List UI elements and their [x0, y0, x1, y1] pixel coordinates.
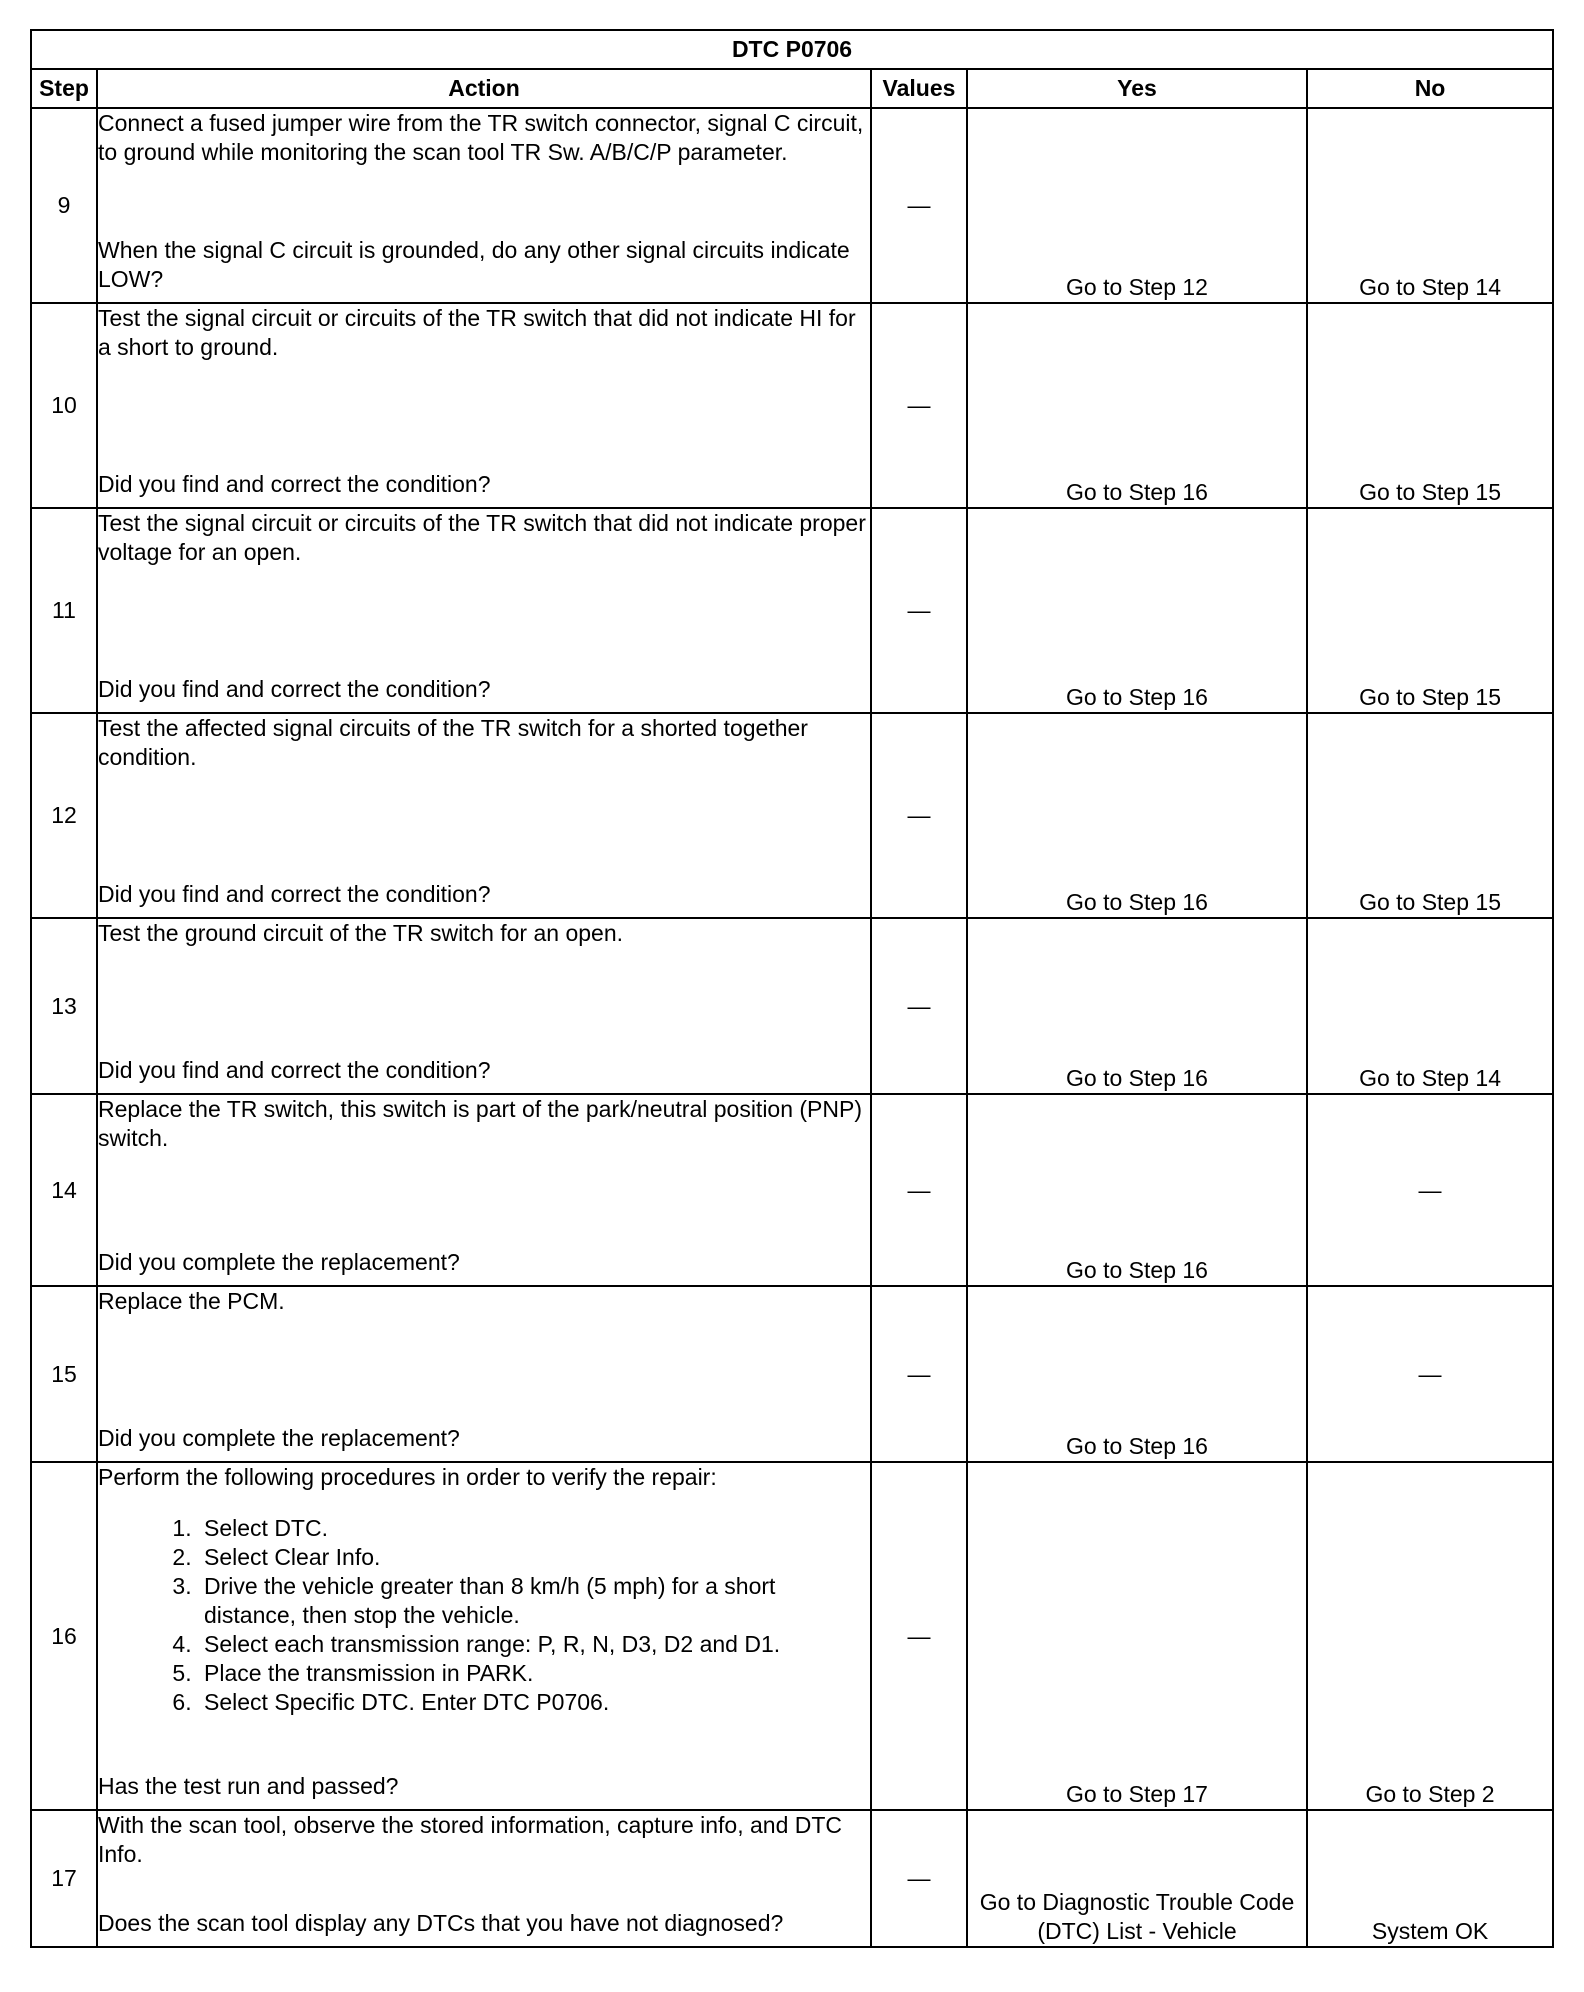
- action-text: [98, 509, 870, 567]
- table-row-step-12: [31, 713, 1553, 918]
- procedure-item: 1. Select DTC.: [198, 1514, 870, 1543]
- yes-cell: Go to Step 16: [967, 508, 1307, 713]
- action-text: [98, 304, 870, 362]
- yes-cell: Go to Diagnostic Trouble Code (DTC) List - Vehicle: [967, 1810, 1307, 1947]
- values-cell: —: [871, 713, 967, 918]
- step-number: 9: [31, 108, 97, 303]
- action-cell: [97, 1094, 871, 1286]
- action-question: Did you complete the replacement?: [98, 1249, 460, 1275]
- action-text: [98, 714, 870, 772]
- values-cell: —: [871, 1810, 967, 1947]
- action-cell: [97, 713, 871, 918]
- yes-cell: Go to Step 16: [967, 713, 1307, 918]
- step-number: 14: [31, 1094, 97, 1286]
- action-line: Test the signal circuit or circuits of the TR switch that did not indicate HI for a short to ground.: [98, 305, 856, 360]
- action-cell: [97, 918, 871, 1094]
- no-cell: —: [1307, 1286, 1553, 1462]
- step-number: 12: [31, 713, 97, 918]
- table-row-step-14: [31, 1094, 1553, 1286]
- table-header-row: [31, 69, 1553, 108]
- action-question: Has the test run and passed?: [98, 1773, 399, 1799]
- step-number: 13: [31, 918, 97, 1094]
- header-action: Action: [97, 69, 871, 108]
- table-row-step-9: [31, 108, 1553, 303]
- procedure-list: [98, 1514, 870, 1717]
- no-cell: Go to Step 15: [1307, 713, 1553, 918]
- values-cell: —: [871, 1094, 967, 1286]
- table-row-step-15: [31, 1286, 1553, 1462]
- table-title: DTC P0706: [31, 30, 1553, 69]
- step-number: 15: [31, 1286, 97, 1462]
- procedure-item: 3. Drive the vehicle greater than 8 km/h (5 mph) for a short distance, then stop the vehicle.: [198, 1572, 870, 1630]
- header-no: No: [1307, 69, 1553, 108]
- action-cell: [97, 303, 871, 508]
- yes-cell: Go to Step 16: [967, 1286, 1307, 1462]
- action-cell: [97, 1286, 871, 1462]
- action-text: [98, 1095, 870, 1153]
- action-text: [98, 1287, 870, 1316]
- step-number: 10: [31, 303, 97, 508]
- values-cell: —: [871, 508, 967, 713]
- action-line: Test the affected signal circuits of the TR switch for a shorted together condition.: [98, 715, 808, 770]
- values-cell: —: [871, 303, 967, 508]
- action-question: Did you complete the replacement?: [98, 1425, 460, 1451]
- header-values: Values: [871, 69, 967, 108]
- procedure-item: 5. Place the transmission in PARK.: [198, 1659, 870, 1688]
- procedure-item: 4. Select each transmission range: P, R, N, D3, D2 and D1.: [198, 1630, 870, 1659]
- action-text: [98, 109, 870, 167]
- action-question: Did you find and correct the condition?: [98, 676, 491, 702]
- values-cell: —: [871, 918, 967, 1094]
- no-cell: Go to Step 15: [1307, 303, 1553, 508]
- table-title-row: [31, 30, 1553, 69]
- no-cell: System OK: [1307, 1810, 1553, 1947]
- no-cell: Go to Step 14: [1307, 108, 1553, 303]
- step-number: 11: [31, 508, 97, 713]
- action-text: [98, 1463, 870, 1739]
- table-row-step-17: [31, 1810, 1553, 1947]
- procedure-item: 2. Select Clear Info.: [198, 1543, 870, 1572]
- action-question: When the signal C circuit is grounded, do any other signal circuits indicate LOW?: [98, 237, 850, 292]
- header-yes: Yes: [967, 69, 1307, 108]
- no-cell: Go to Step 2: [1307, 1462, 1553, 1810]
- step-number: 16: [31, 1462, 97, 1810]
- action-question: Did you find and correct the condition?: [98, 1057, 491, 1083]
- header-step: Step: [31, 69, 97, 108]
- action-cell: [97, 108, 871, 303]
- yes-cell: Go to Step 16: [967, 1094, 1307, 1286]
- action-line: Test the signal circuit or circuits of the TR switch that did not indicate proper voltage for an open.: [98, 510, 866, 565]
- yes-cell: Go to Step 17: [967, 1462, 1307, 1810]
- table-row-step-16: [31, 1462, 1553, 1810]
- action-question: Did you find and correct the condition?: [98, 471, 491, 497]
- dtc-table: [30, 29, 1554, 1948]
- action-line: Test the ground circuit of the TR switch for an open.: [98, 920, 624, 946]
- values-cell: —: [871, 1286, 967, 1462]
- action-cell: [97, 508, 871, 713]
- table-row-step-10: [31, 303, 1553, 508]
- no-cell: Go to Step 15: [1307, 508, 1553, 713]
- yes-cell: Go to Step 16: [967, 918, 1307, 1094]
- action-text: [98, 919, 870, 948]
- action-question: Did you find and correct the condition?: [98, 881, 491, 907]
- yes-cell: Go to Step 12: [967, 108, 1307, 303]
- action-text: [98, 1811, 870, 1869]
- table-row-step-11: [31, 508, 1553, 713]
- no-cell: Go to Step 14: [1307, 918, 1553, 1094]
- yes-cell: Go to Step 16: [967, 303, 1307, 508]
- action-line: Connect a fused jumper wire from the TR switch connector, signal C circuit, to ground while monitoring the scan tool TR Sw. A/B/C/P parameter.: [98, 110, 864, 165]
- action-cell: [97, 1810, 871, 1947]
- values-cell: —: [871, 1462, 967, 1810]
- action-cell: [97, 1462, 871, 1810]
- action-line: With the scan tool, observe the stored information, capture info, and DTC Info.: [98, 1812, 843, 1867]
- action-line: Replace the PCM.: [98, 1288, 285, 1314]
- action-line: Replace the TR switch, this switch is part of the park/neutral position (PNP) switch.: [98, 1096, 863, 1151]
- values-cell: —: [871, 108, 967, 303]
- no-cell: —: [1307, 1094, 1553, 1286]
- procedure-item: 6. Select Specific DTC. Enter DTC P0706.: [198, 1688, 870, 1717]
- step-number: 17: [31, 1810, 97, 1947]
- table-row-step-13: [31, 918, 1553, 1094]
- action-question: Does the scan tool display any DTCs that you have not diagnosed?: [98, 1910, 784, 1936]
- action-line: Perform the following procedures in order to verify the repair:: [98, 1464, 717, 1490]
